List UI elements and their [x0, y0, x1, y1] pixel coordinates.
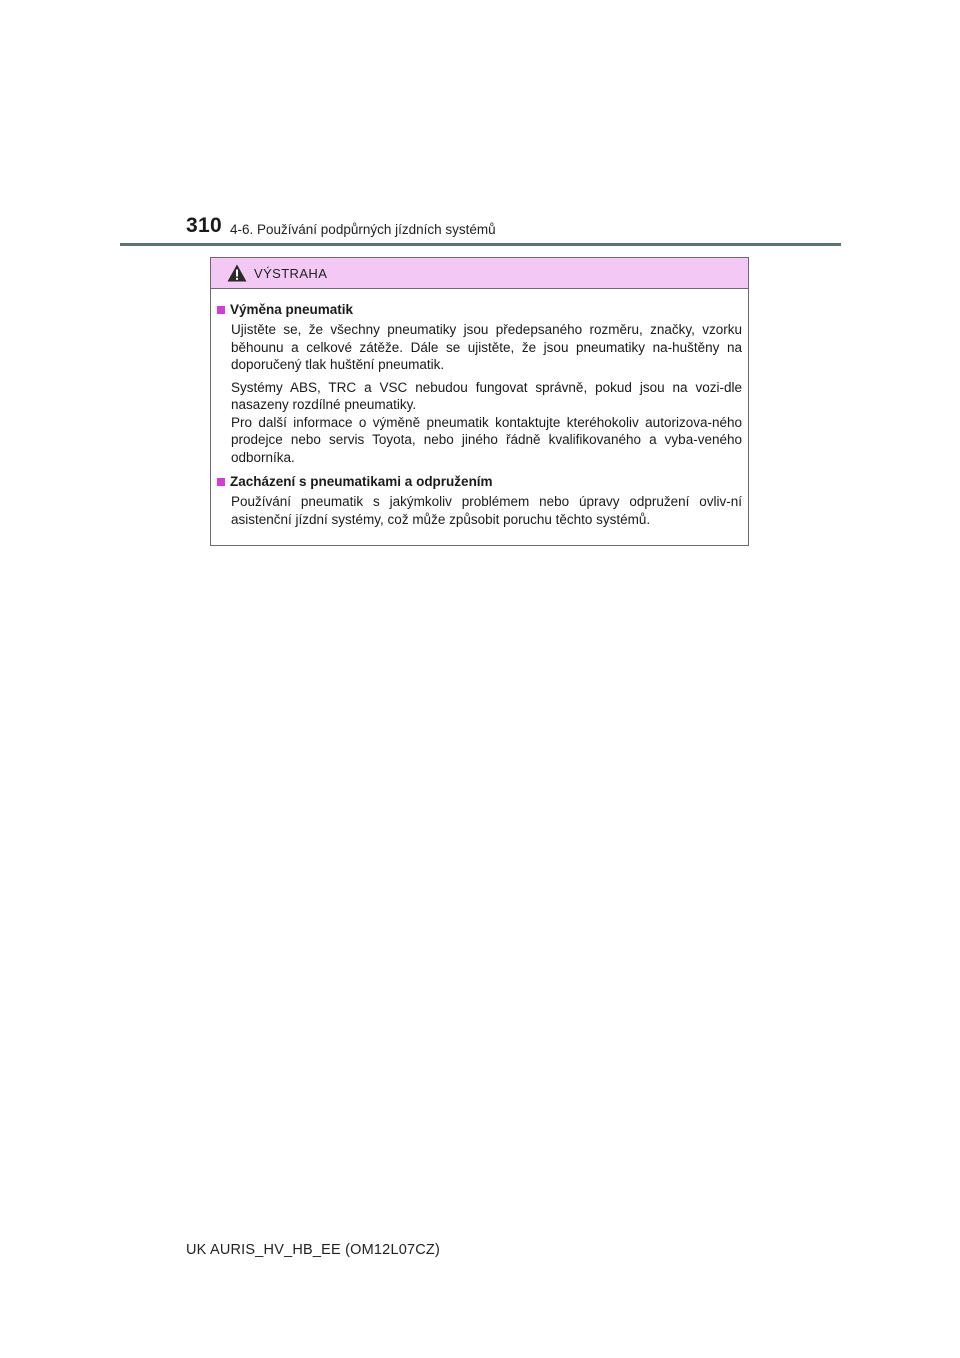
warning-box	[210, 257, 749, 546]
warning-triangle-icon	[227, 264, 247, 282]
document-id: UK AURIS_HV_HB_EE (OM12L07CZ)	[186, 1242, 440, 1258]
paragraph: Pro další informace o výměně pneumatik kontaktujte kteréhokoliv autorizova-ného prodejce nebo servis Toyota, nebo jiného řádně kvalifikovaného a vyba-veného odborníka.	[231, 414, 742, 465]
square-bullet-icon	[217, 478, 225, 486]
item-heading-text: Zacházení s pneumatikami a odpružením	[230, 474, 493, 489]
section-title: 4-6. Používání podpůrných jízdních systémů	[230, 222, 496, 237]
item-heading-tire-replacement	[217, 302, 742, 317]
paragraph: Používání pneumatik s jakýmkoliv problémem nebo úpravy odpružení ovliv-ní asistenční jízdní systémy, což může způsobit poruchu těchto systémů.	[231, 494, 742, 527]
warning-body	[211, 289, 748, 528]
header-rule	[120, 243, 841, 246]
page-number: 310	[186, 214, 222, 237]
square-bullet-icon	[217, 306, 225, 314]
paragraph: Ujistěte se, že všechny pneumatiky jsou předepsaného rozměru, značky, vzorku běhounu a celkové zátěže. Dále se ujistěte, že jsou pneumatiky na-huštěny na doporučený tlak huštění pneumatik.	[231, 322, 742, 372]
warning-label: VÝSTRAHA	[254, 265, 328, 281]
paragraph: Systémy ABS, TRC a VSC nebudou fungovat správně, pokud jsou na vozi-dle nasazeny rozdílné pneumatiky.	[231, 379, 742, 412]
warning-header	[211, 258, 748, 289]
item-heading-tires-suspension	[217, 474, 742, 489]
item-heading-text: Výměna pneumatik	[230, 302, 354, 317]
